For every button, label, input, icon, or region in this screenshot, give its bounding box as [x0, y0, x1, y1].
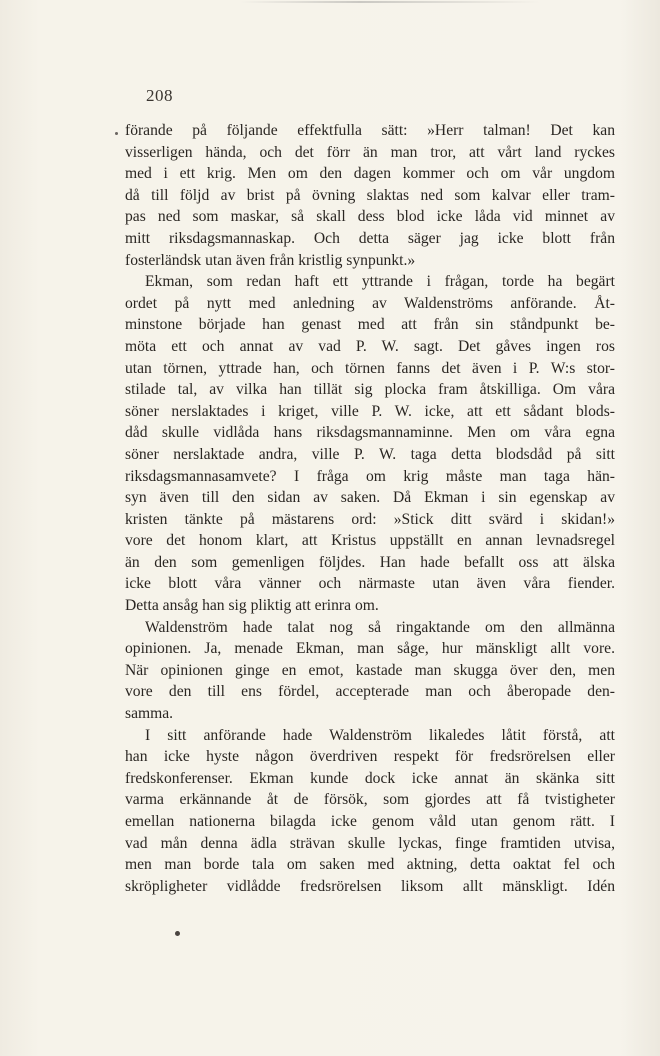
text-line: samma.: [125, 705, 174, 723]
text-line: stilade tal, av vilka han tillät sig plocka fram åtskilliga. Om våra: [125, 381, 615, 399]
text-line: söner nerslaktades i kriget, ville P. W. icke, att ett sådant blods-: [125, 402, 615, 420]
text-line: utan törnen, yttrade han, och törnen fanns det även i P. W:s stor-: [125, 359, 615, 377]
text-line: vore den till ens fördel, accepterade man och åberopade den-: [125, 683, 615, 701]
text-line: med i ett krig. Men om den dagen kommer och om vår ungdom: [125, 165, 615, 183]
text-line: syn även till den sidan av saken. Då Ekman i sin egenskap av: [125, 489, 615, 507]
text-line: skröpligheter vidlådde fredsrörelsen liksom allt mänskligt. Idén: [125, 877, 615, 895]
text-line: dåd skulle vidlåda hans riksdagsmannaminne. Men om våra egna: [125, 424, 615, 442]
text-line: När opinionen ginge en emot, kastade man skugga över den, men: [125, 661, 615, 679]
page-edge-mark: [240, 1, 540, 3]
text-line: han icke hyste någon överdriven respekt för fredsrörelsen eller: [125, 748, 615, 766]
text-line: söner nerslaktade andra, ville P. W. taga detta blodsdåd på sitt: [125, 445, 615, 463]
text-line: fosterländsk utan även från kristlig synpunkt.»: [125, 251, 416, 269]
page-blemish: [175, 931, 180, 936]
text-line: icke blott våra vänner och närmaste utan även våra fiender.: [125, 575, 615, 593]
text-line: än den som gemenligen följdes. Han hade befallt oss att älska: [125, 553, 615, 571]
text-line: I sitt anförande hade Waldenström likaledes låtit förstå, att: [145, 726, 615, 744]
text-line: Ekman, som redan haft ett yttrande i frågan, torde ha begärt: [145, 273, 615, 291]
page-number: 208: [146, 86, 173, 105]
text-line: emellan nationerna bilagda icke genom våld utan genom rätt. I: [125, 813, 615, 830]
text-line: vad mån denna ädla strävan skulle lyckas, finge framtiden utvisa,: [125, 834, 615, 852]
body-text: [125, 120, 615, 897]
text-line: opinionen. Ja, menade Ekman, man såge, hur mänskligt allt vore.: [125, 640, 615, 658]
text-line: förande på följande effektfulla sätt: »Herr talman! Det kan: [125, 122, 615, 139]
text-line: då till följd av brist på övning slaktas ned som kalvar eller tram-: [125, 186, 615, 204]
text-line: minstone började han genast med att från sin ståndpunkt be-: [125, 316, 615, 334]
text-line: vore det honom klart, att Kristus uppställt en annan levnadsregel: [125, 532, 615, 550]
text-line: möta ett och annat av vad P. W. sagt. Det gåves ingen ros: [125, 337, 615, 355]
text-line: fredskonferenser. Ekman kunde dock icke annat än skänka sitt: [125, 769, 615, 787]
text-line: mitt riksdagsmannaskap. Och detta säger jag icke blott från: [125, 229, 615, 247]
text-line: riksdagsmannasamvete? I fråga om krig måste man taga hän-: [125, 467, 615, 485]
text-line: kristen tänkte på mästarens ord: »Stick ditt svärd i skidan!»: [125, 510, 615, 528]
text-line: Detta ansåg han sig pliktig att erinra om.: [125, 597, 379, 615]
text-line: ordet på nytt med anledning av Waldenströms anförande. Åt-: [125, 294, 615, 312]
text-line: pas ned som maskar, så skall dess blod icke låda vid minnet av: [125, 208, 615, 226]
text-line: Waldenström hade talat nog så ringaktande om den allmänna: [145, 618, 615, 636]
margin-mark: [115, 132, 118, 135]
text-line: varma erkännande åt de försök, som gjordes att få tvistigheter: [125, 791, 615, 809]
text-line: men man borde tala om saken med aktning, detta oaktat fel och: [125, 856, 615, 874]
text-line: visserligen hända, och det förr än man tror, att vårt land ryckes: [125, 143, 615, 161]
